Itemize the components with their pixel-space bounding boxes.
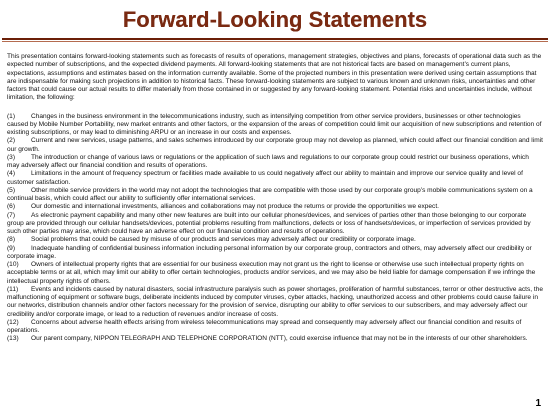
risk-text: As electronic payment capability and many other new features are built into our cellular phones/devices, and services of parties other than those belonging to our corporate group are provided through our cellular handsets/devices, potential problems resulting from malfunctions, defects or loss of handsets/devices, or imperfection of services provided by such other parties may arise, which could have an adverse effect on our financial condition and results of operations. bbox=[7, 211, 531, 235]
risk-text: Current and new services, usage patterns, and sales schemes introduced by our corporate group may not develop as planned, which could affect our financial condition and limit our growth. bbox=[7, 137, 543, 153]
risk-item-6 bbox=[7, 203, 543, 211]
risk-number: (8) bbox=[7, 236, 16, 244]
risk-text: Owners of intellectual property rights that are essential for our business execution may not grant us the right to license or otherwise use such intellectual property rights on acceptable terms or at all, which may limit our ability to offer certain technologies, products and/or services, and we may also be held liable for damage compensation if we infringe the intellectual property rights of others. bbox=[7, 261, 536, 285]
risk-text: Events and incidents caused by natural disasters, social infrastructure paralysis such as power shortages, proliferation of harmful substances, terror or other destructive acts, the malfunctioning of equipment or software bugs, deliberate incidents induced by computer viruses, cyber attacks, hacking, unauthorized access and other problems could cause failure in our networks, distribution channels and/or other factors necessary for the provision of service, disrupting our ability to offer services to our subscribers, and may adversely affect our credibility and/or corporate image, or lead to a reduction of revenues and/or increase of costs. bbox=[7, 285, 543, 318]
title-area bbox=[0, 0, 550, 38]
risk-number: (13) bbox=[7, 335, 19, 343]
risk-item-3 bbox=[7, 154, 543, 171]
risk-number: (12) bbox=[7, 318, 19, 326]
title-divider bbox=[2, 38, 548, 40]
risk-number: (9) bbox=[7, 244, 16, 252]
risk-number: (6) bbox=[7, 203, 16, 211]
risk-item-5 bbox=[7, 187, 543, 204]
risk-number: (1) bbox=[7, 112, 16, 120]
risk-text: The introduction or change of various laws or regulations or the application of such laws and regulations to our corporate group could restrict our business operations, which may adversely affect our financial condition and results of operations. bbox=[7, 153, 529, 169]
page-number: 1 bbox=[535, 398, 541, 409]
risk-number: (2) bbox=[7, 137, 16, 145]
risk-item-1 bbox=[7, 113, 543, 138]
risk-text: Our domestic and international investments, alliances and collaborations may not produce the returns or provide the opportunities we expect. bbox=[31, 203, 439, 211]
risk-text: Other mobile service providers in the world may not adopt the technologies that are compatible with those used by our corporate group’s mobile communications system on a continual basis, which could affect our ability to sufficiently offer international services. bbox=[7, 186, 533, 202]
risk-number: (3) bbox=[7, 153, 16, 161]
risk-item-11 bbox=[7, 286, 543, 319]
risk-item-9 bbox=[7, 245, 543, 262]
risk-text: Our parent company, NIPPON TELEGRAPH AND TELEPHONE CORPORATION (NTT), could exercise influence that may not be in the interests of our other shareholders. bbox=[31, 335, 528, 343]
risk-text: Limitations in the amount of frequency spectrum or facilities made available to us could negatively affect our ability to maintain and improve our service quality and level of customer satisfaction. bbox=[7, 170, 523, 186]
risk-item-2 bbox=[7, 137, 543, 154]
risk-text: Inadequate handling of confidential business information including personal information by our corporate group, contractors and others, may adversely affect our credibility or corporate image. bbox=[7, 244, 532, 260]
risk-number: (10) bbox=[7, 261, 19, 268]
risk-text: Concerns about adverse health effects arising from wireless telecommunications may spread and consequently may adversely affect our financial condition and results of operations. bbox=[7, 318, 522, 334]
risk-item-10 bbox=[7, 261, 543, 286]
risk-text: Changes in the business environment in the telecommunications industry, such as intensifying competition from other service providers, businesses or other technologies caused by Mobile Number Portability, new market entrants and other factors, or the expansion of the areas of competition could limit our acquisition of new subscriptions and retention of existing subscriptions, or may lead to diminishing ARPU or an increase in our costs and expenses. bbox=[7, 112, 542, 136]
risk-number: (7) bbox=[7, 211, 16, 219]
intro-paragraph: This presentation contains forward-looking statements such as forecasts of results of operations, management strategies, objectives and plans, forecasts of operational data such as the expected number of subscriptions, and the expected dividend payments. All forward-looking statements that are not historical facts are based on management’s current plans, expectations, assumptions and estimates based on the information currently available. Some of the projected numbers in this presentation were derived using certain assumptions that are indispensable for making such projections in addition to historical facts. These forward-looking statements are subject to various known and unknown risks, uncertainties and other factors that could cause our actual results to differ materially from those contained in or suggested by any forward-looking statement. Potential risks and uncertainties include, without limitation, the following: bbox=[7, 53, 542, 102]
risk-item-8 bbox=[7, 236, 543, 244]
statement-content bbox=[7, 53, 543, 344]
risk-number: (5) bbox=[7, 186, 16, 194]
risk-text: Social problems that could be caused by misuse of our products and services may adversely affect our credibility or corporate image. bbox=[31, 236, 416, 244]
risk-item-7 bbox=[7, 212, 543, 237]
title-divider-secondary bbox=[2, 41, 548, 42]
risk-number: (4) bbox=[7, 170, 16, 178]
risk-number: (11) bbox=[7, 285, 19, 293]
slide-title: Forward-Looking Statements bbox=[122, 7, 428, 32]
risk-item-13 bbox=[7, 335, 543, 343]
risk-item-12 bbox=[7, 319, 543, 336]
risk-item-4 bbox=[7, 170, 543, 187]
